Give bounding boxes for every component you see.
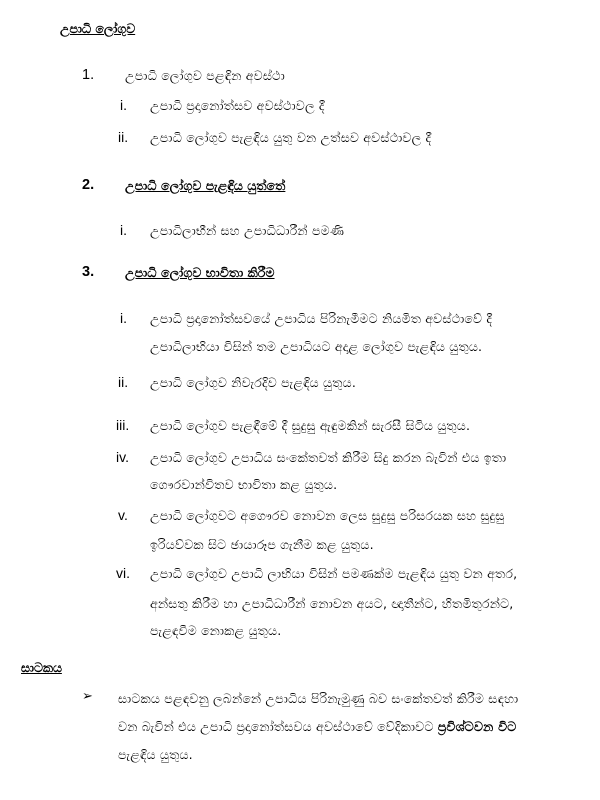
satakaya-line2-text: වන බැවින් එය උපාධි ප්‍රදානෝත්සවය අවස්ථාවේ වේදිකාවට — [118, 719, 438, 734]
item-3-sub-vi-line1: උපාධි ලෝගුව උපාධි ලාභියා විසින් පමණක්ම පැළඳිය යුතු වන අතර, — [150, 566, 518, 581]
item-1-sub-i-text: උපාධි ප්‍රදානෝත්සව අවස්ථාවල දී — [150, 98, 325, 113]
item-1-sub-ii-numeral: ii. — [118, 129, 129, 145]
item-3-sub-i-line2: උපාධිලාභියා විසින් තම උපාධියට අදාළ ලෝගුව පැළඳිය යුතුය. — [150, 339, 483, 354]
item-3-number: 3. — [82, 264, 95, 280]
item-3-sub-iii-text: උපාධි ලෝගුව පැළඳීමේ දී සුදුසු ඇඳුමකින් සැරසී සිටිය යුතුය. — [150, 418, 471, 433]
item-3-sub-v-line2: ඉරියව්වක සිට ඡායාරූප ගැනීම කළ යුතුය. — [150, 537, 374, 552]
item-3-sub-i-line1: උපාධි ප්‍රදානෝත්සවයේ උපාධිය පිරිනැමීමට නියමිත අවස්ථාවේ දී — [150, 311, 493, 326]
item-3-sub-ii-numeral: ii. — [118, 374, 129, 390]
item-3-sub-vi-numeral: vi. — [116, 565, 130, 581]
item-3-sub-vi-line2: අන්සතු කිරීම හා උපාධිධාරීන් නොවන අයට, ඥාතීන්ට, හිතමිතුරන්ට, — [150, 596, 514, 611]
satakaya-line2-bold: ප්‍රවිශ්ටවන විට — [437, 719, 517, 734]
item-1-sub-ii-text: උපාධි ලෝගුව පැළඳිය යුතු වන උත්සව අවස්ථාවල දී — [150, 130, 432, 145]
item-1-heading: උපාධි ලෝගුව පළඳින අවස්ථා — [125, 68, 285, 83]
satakaya-line2 — [118, 719, 516, 735]
arrow-bullet-icon: ➢ — [82, 689, 93, 704]
item-3-sub-i-numeral: i. — [120, 310, 127, 326]
item-3-sub-v-numeral: v. — [118, 507, 128, 523]
item-3-sub-vi-line3: පැළඳවීම නොකළ යුතුය. — [150, 623, 282, 638]
item-3-heading: උපාධි ලෝගුව භාවිතා කිරීම — [125, 265, 275, 280]
item-3-sub-v-line1: උපාධි ලෝගුවට අගෞරව නොවන ලෙස සුදුසු පරිසරයක සහ සුදුසු — [150, 508, 505, 523]
item-2-sub-i-text: උපාධිලාභීන් සහ උපාධිධාරීන් පමණි — [150, 223, 345, 238]
satakaya-line3: පැළඳිය යුතුය. — [118, 747, 193, 762]
item-3-sub-ii-text: උපාධි ලෝගුව නිවැරදිව පැළඳිය යුතුය. — [150, 375, 356, 390]
item-1-number: 1. — [82, 67, 95, 83]
item-3-sub-iv-line1: උපාධි ලෝගුව උපාධිය සංකේතවත් කිරීම සිදු කරන බැවින් එය ඉතා — [150, 450, 507, 465]
item-3-sub-iii-numeral: iii. — [116, 417, 130, 433]
item-2-sub-i-numeral: i. — [120, 222, 127, 238]
item-3-sub-iv-line2: ගෞරවාන්විතව භාවිතා කළ යුතුය. — [150, 477, 338, 492]
item-1-sub-i-numeral: i. — [120, 97, 127, 113]
item-2-number: 2. — [82, 177, 95, 193]
satakaya-line1: සාටකය පළඳවනු ලබන්නේ උපාධිය පිරිනැමුණු බව සංකේතවත් කිරීම සඳහා — [118, 691, 519, 706]
section-title-satakaya: සාටකය — [21, 660, 62, 675]
item-2-heading: උපාධි ලෝගුව පැළඳිය යුත්තේ — [125, 178, 286, 193]
item-3-sub-iv-numeral: iv. — [116, 449, 129, 465]
section-title-upadhi-loguwa: උපාධි ලෝගුව — [60, 21, 136, 36]
